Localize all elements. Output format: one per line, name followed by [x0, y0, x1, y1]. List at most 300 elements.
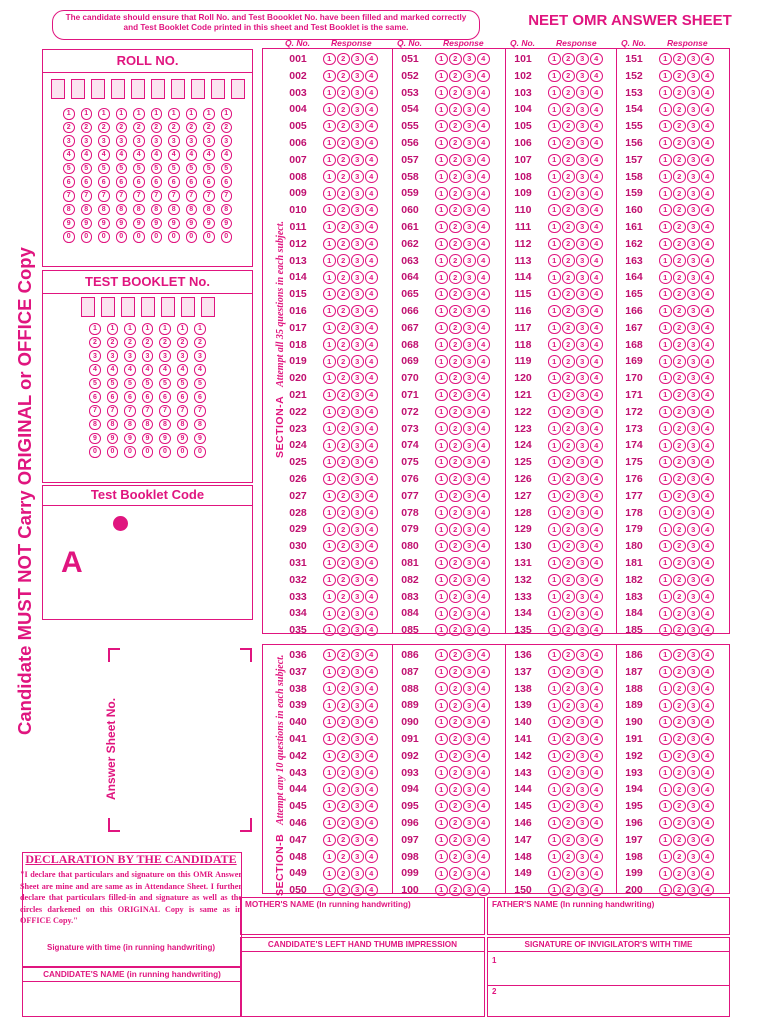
answer-bubble[interactable]: 3	[351, 70, 364, 83]
answer-bubble[interactable]: 1	[548, 439, 561, 452]
answer-bubble[interactable]: 1	[435, 439, 448, 452]
answer-bubble[interactable]: 3	[351, 389, 364, 402]
answer-bubble[interactable]: 2	[673, 733, 686, 746]
answer-bubble[interactable]: 2	[337, 473, 350, 486]
answer-bubble[interactable]: 4	[365, 733, 378, 746]
answer-bubble[interactable]: 3	[351, 254, 364, 267]
answer-bubble[interactable]: 2	[562, 187, 575, 200]
answer-bubble[interactable]: 4	[365, 649, 378, 662]
answer-bubble[interactable]: 4	[590, 666, 603, 679]
answer-bubble[interactable]: 3	[687, 338, 700, 351]
digit-bubble[interactable]: 2	[168, 122, 180, 134]
answer-bubble[interactable]: 4	[590, 557, 603, 570]
answer-bubble[interactable]: 2	[337, 557, 350, 570]
answer-bubble[interactable]: 1	[435, 338, 448, 351]
digit-bubble[interactable]: 9	[203, 218, 215, 230]
answer-bubble[interactable]: 4	[590, 800, 603, 813]
answer-bubble[interactable]: 4	[365, 817, 378, 830]
answer-bubble[interactable]: 3	[351, 305, 364, 318]
answer-bubble[interactable]: 3	[687, 699, 700, 712]
answer-bubble[interactable]: 1	[659, 322, 672, 335]
answer-bubble[interactable]: 1	[659, 338, 672, 351]
answer-bubble[interactable]: 1	[548, 254, 561, 267]
digit-bubble[interactable]: 0	[142, 446, 154, 458]
answer-bubble[interactable]: 4	[590, 305, 603, 318]
answer-bubble[interactable]: 4	[477, 288, 490, 301]
answer-bubble[interactable]: 1	[659, 406, 672, 419]
answer-bubble[interactable]: 1	[548, 103, 561, 116]
answer-bubble[interactable]: 3	[351, 355, 364, 368]
digit-bubble[interactable]: 7	[177, 405, 189, 417]
answer-bubble[interactable]: 2	[449, 557, 462, 570]
answer-bubble[interactable]: 2	[562, 288, 575, 301]
answer-bubble[interactable]: 4	[477, 716, 490, 729]
answer-bubble[interactable]: 2	[562, 699, 575, 712]
answer-bubble[interactable]: 1	[659, 305, 672, 318]
answer-bubble[interactable]: 3	[576, 867, 589, 880]
answer-bubble[interactable]: 1	[659, 70, 672, 83]
answer-bubble[interactable]: 1	[435, 817, 448, 830]
answer-bubble[interactable]: 1	[323, 355, 336, 368]
answer-bubble[interactable]: 3	[351, 506, 364, 519]
answer-bubble[interactable]: 2	[673, 288, 686, 301]
digit-bubble[interactable]: 9	[194, 433, 206, 445]
answer-bubble[interactable]: 2	[449, 389, 462, 402]
digit-bubble[interactable]: 3	[186, 135, 198, 147]
answer-bubble[interactable]: 1	[323, 271, 336, 284]
answer-bubble[interactable]: 3	[463, 800, 476, 813]
answer-bubble[interactable]: 3	[687, 850, 700, 863]
answer-bubble[interactable]: 1	[323, 867, 336, 880]
answer-bubble[interactable]: 4	[590, 338, 603, 351]
answer-bubble[interactable]: 4	[477, 783, 490, 796]
answer-bubble[interactable]: 2	[337, 590, 350, 603]
answer-bubble[interactable]: 3	[351, 884, 364, 897]
answer-bubble[interactable]: 3	[576, 733, 589, 746]
answer-bubble[interactable]: 3	[463, 649, 476, 662]
answer-bubble[interactable]: 2	[337, 850, 350, 863]
answer-bubble[interactable]: 4	[701, 355, 714, 368]
answer-bubble[interactable]: 2	[337, 338, 350, 351]
digit-bubble[interactable]: 6	[98, 176, 110, 188]
answer-bubble[interactable]: 1	[659, 766, 672, 779]
answer-bubble[interactable]: 4	[701, 456, 714, 469]
answer-bubble[interactable]: 3	[687, 372, 700, 385]
answer-bubble[interactable]: 3	[351, 766, 364, 779]
answer-bubble[interactable]: 4	[701, 53, 714, 66]
answer-bubble[interactable]: 4	[701, 817, 714, 830]
digit-bubble[interactable]: 8	[89, 419, 101, 431]
answer-bubble[interactable]: 1	[323, 666, 336, 679]
answer-bubble[interactable]: 2	[449, 154, 462, 167]
answer-bubble[interactable]: 2	[673, 137, 686, 150]
digit-bubble[interactable]: 2	[194, 337, 206, 349]
answer-bubble[interactable]: 1	[435, 86, 448, 99]
digit-bubble[interactable]: 8	[221, 204, 233, 216]
answer-bubble[interactable]: 1	[548, 170, 561, 183]
answer-bubble[interactable]: 2	[562, 850, 575, 863]
answer-bubble[interactable]: 3	[463, 70, 476, 83]
answer-bubble[interactable]: 3	[351, 338, 364, 351]
digit-bubble[interactable]: 5	[124, 378, 136, 390]
digit-bubble[interactable]: 7	[151, 190, 163, 202]
answer-bubble[interactable]: 3	[463, 783, 476, 796]
answer-bubble[interactable]: 3	[576, 540, 589, 553]
digit-bubble[interactable]: 4	[81, 149, 93, 161]
digit-bubble[interactable]: 2	[142, 337, 154, 349]
answer-bubble[interactable]: 3	[463, 372, 476, 385]
answer-bubble[interactable]: 3	[351, 716, 364, 729]
answer-bubble[interactable]: 1	[435, 154, 448, 167]
answer-bubble[interactable]: 4	[477, 800, 490, 813]
answer-bubble[interactable]: 3	[576, 574, 589, 587]
answer-bubble[interactable]: 2	[449, 53, 462, 66]
answer-bubble[interactable]: 3	[463, 254, 476, 267]
answer-bubble[interactable]: 3	[576, 338, 589, 351]
answer-bubble[interactable]: 2	[673, 422, 686, 435]
answer-bubble[interactable]: 4	[477, 86, 490, 99]
answer-bubble[interactable]: 3	[687, 557, 700, 570]
answer-bubble[interactable]: 3	[351, 867, 364, 880]
answer-bubble[interactable]: 2	[562, 473, 575, 486]
answer-bubble[interactable]: 3	[463, 221, 476, 234]
answer-bubble[interactable]: 2	[562, 557, 575, 570]
answer-bubble[interactable]: 1	[548, 422, 561, 435]
digit-bubble[interactable]: 2	[107, 337, 119, 349]
answer-bubble[interactable]: 1	[548, 137, 561, 150]
answer-bubble[interactable]: 3	[463, 389, 476, 402]
answer-bubble[interactable]: 3	[576, 523, 589, 536]
answer-bubble[interactable]: 4	[477, 574, 490, 587]
answer-bubble[interactable]: 2	[673, 800, 686, 813]
answer-bubble[interactable]: 4	[365, 506, 378, 519]
answer-bubble[interactable]: 3	[351, 699, 364, 712]
answer-bubble[interactable]: 4	[477, 271, 490, 284]
answer-bubble[interactable]: 1	[323, 137, 336, 150]
answer-bubble[interactable]: 3	[463, 506, 476, 519]
answer-bubble[interactable]: 4	[701, 716, 714, 729]
answer-bubble[interactable]: 2	[673, 305, 686, 318]
answer-bubble[interactable]: 4	[701, 850, 714, 863]
answer-bubble[interactable]: 4	[590, 254, 603, 267]
digit-bubble[interactable]: 2	[151, 122, 163, 134]
answer-bubble[interactable]: 1	[548, 322, 561, 335]
answer-bubble[interactable]: 1	[323, 305, 336, 318]
answer-bubble[interactable]: 2	[449, 850, 462, 863]
digit-bubble[interactable]: 4	[98, 149, 110, 161]
digit-bubble[interactable]: 6	[168, 176, 180, 188]
answer-bubble[interactable]: 1	[548, 238, 561, 251]
answer-bubble[interactable]: 2	[449, 170, 462, 183]
answer-bubble[interactable]: 2	[449, 523, 462, 536]
answer-bubble[interactable]: 4	[590, 817, 603, 830]
answer-bubble[interactable]: 2	[449, 506, 462, 519]
digit-entry-cell[interactable]	[71, 79, 85, 99]
digit-entry-cell[interactable]	[131, 79, 145, 99]
answer-bubble[interactable]: 2	[673, 355, 686, 368]
answer-bubble[interactable]: 3	[351, 557, 364, 570]
answer-bubble[interactable]: 2	[562, 70, 575, 83]
answer-bubble[interactable]: 3	[687, 120, 700, 133]
answer-bubble[interactable]: 4	[590, 834, 603, 847]
answer-bubble[interactable]: 2	[562, 649, 575, 662]
answer-bubble[interactable]: 3	[351, 154, 364, 167]
answer-bubble[interactable]: 1	[659, 204, 672, 217]
answer-bubble[interactable]: 2	[673, 204, 686, 217]
answer-bubble[interactable]: 4	[590, 649, 603, 662]
answer-bubble[interactable]: 4	[590, 422, 603, 435]
answer-bubble[interactable]: 3	[576, 372, 589, 385]
answer-bubble[interactable]: 2	[449, 322, 462, 335]
digit-bubble[interactable]: 0	[81, 231, 93, 243]
answer-bubble[interactable]: 2	[337, 506, 350, 519]
digit-bubble[interactable]: 1	[63, 108, 75, 120]
answer-bubble[interactable]: 2	[673, 666, 686, 679]
answer-bubble[interactable]: 2	[673, 86, 686, 99]
answer-bubble[interactable]: 2	[449, 288, 462, 301]
answer-bubble[interactable]: 1	[323, 817, 336, 830]
answer-bubble[interactable]: 2	[562, 204, 575, 217]
answer-bubble[interactable]: 1	[323, 70, 336, 83]
answer-bubble[interactable]: 4	[590, 154, 603, 167]
digit-bubble[interactable]: 4	[203, 149, 215, 161]
answer-bubble[interactable]: 2	[562, 53, 575, 66]
answer-bubble[interactable]: 4	[477, 766, 490, 779]
answer-bubble[interactable]: 4	[701, 523, 714, 536]
answer-bubble[interactable]: 4	[477, 170, 490, 183]
answer-bubble[interactable]: 1	[435, 733, 448, 746]
answer-bubble[interactable]: 4	[701, 649, 714, 662]
candidates-name-box[interactable]	[22, 967, 242, 1017]
answer-bubble[interactable]: 1	[435, 422, 448, 435]
digit-bubble[interactable]: 4	[116, 149, 128, 161]
digit-bubble[interactable]: 8	[151, 204, 163, 216]
digit-entry-cell[interactable]	[101, 297, 115, 317]
answer-bubble[interactable]: 4	[477, 506, 490, 519]
answer-bubble[interactable]: 1	[435, 624, 448, 637]
digit-bubble[interactable]: 8	[107, 419, 119, 431]
answer-bubble[interactable]: 1	[323, 649, 336, 662]
answer-bubble[interactable]: 3	[687, 574, 700, 587]
answer-bubble[interactable]: 3	[687, 170, 700, 183]
answer-bubble[interactable]: 2	[562, 389, 575, 402]
answer-bubble[interactable]: 4	[477, 221, 490, 234]
answer-bubble[interactable]: 2	[449, 473, 462, 486]
answer-bubble[interactable]: 4	[477, 355, 490, 368]
answer-bubble[interactable]: 4	[590, 238, 603, 251]
answer-bubble[interactable]: 3	[351, 103, 364, 116]
answer-bubble[interactable]: 2	[449, 456, 462, 469]
answer-bubble[interactable]: 4	[477, 523, 490, 536]
digit-bubble[interactable]: 4	[159, 364, 171, 376]
answer-bubble[interactable]: 4	[477, 624, 490, 637]
digit-bubble[interactable]: 7	[133, 190, 145, 202]
digit-bubble[interactable]: 1	[124, 323, 136, 335]
answer-bubble[interactable]: 1	[435, 540, 448, 553]
answer-bubble[interactable]: 2	[449, 783, 462, 796]
digit-bubble[interactable]: 8	[81, 204, 93, 216]
answer-bubble[interactable]: 2	[337, 372, 350, 385]
answer-bubble[interactable]: 4	[701, 682, 714, 695]
answer-bubble[interactable]: 2	[337, 439, 350, 452]
answer-bubble[interactable]: 2	[337, 733, 350, 746]
answer-bubble[interactable]: 4	[365, 154, 378, 167]
digit-bubble[interactable]: 2	[98, 122, 110, 134]
digit-bubble[interactable]: 7	[194, 405, 206, 417]
digit-bubble[interactable]: 8	[98, 204, 110, 216]
digit-bubble[interactable]: 7	[142, 405, 154, 417]
answer-bubble[interactable]: 4	[590, 750, 603, 763]
answer-bubble[interactable]: 4	[701, 540, 714, 553]
fathers-name-box[interactable]	[487, 897, 730, 935]
answer-bubble[interactable]: 2	[562, 682, 575, 695]
answer-bubble[interactable]: 3	[463, 557, 476, 570]
answer-bubble[interactable]: 1	[435, 305, 448, 318]
digit-bubble[interactable]: 9	[168, 218, 180, 230]
digit-entry-cell[interactable]	[141, 297, 155, 317]
answer-bubble[interactable]: 3	[687, 322, 700, 335]
answer-bubble[interactable]: 3	[576, 305, 589, 318]
answer-bubble[interactable]: 3	[687, 187, 700, 200]
answer-bubble[interactable]: 3	[687, 389, 700, 402]
digit-bubble[interactable]: 0	[194, 446, 206, 458]
digit-bubble[interactable]: 8	[116, 204, 128, 216]
answer-bubble[interactable]: 3	[463, 590, 476, 603]
answer-bubble[interactable]: 3	[576, 783, 589, 796]
answer-bubble[interactable]: 1	[323, 439, 336, 452]
answer-bubble[interactable]: 4	[365, 884, 378, 897]
answer-bubble[interactable]: 3	[463, 355, 476, 368]
digit-bubble[interactable]: 5	[159, 378, 171, 390]
answer-bubble[interactable]: 4	[590, 783, 603, 796]
answer-bubble[interactable]: 2	[562, 607, 575, 620]
digit-bubble[interactable]: 6	[151, 176, 163, 188]
digit-bubble[interactable]: 3	[221, 135, 233, 147]
answer-bubble[interactable]: 4	[477, 204, 490, 217]
answer-bubble[interactable]: 3	[687, 271, 700, 284]
digit-bubble[interactable]: 7	[63, 190, 75, 202]
digit-bubble[interactable]: 6	[133, 176, 145, 188]
digit-entry-cell[interactable]	[181, 297, 195, 317]
answer-bubble[interactable]: 4	[590, 867, 603, 880]
answer-bubble[interactable]: 1	[548, 473, 561, 486]
answer-bubble[interactable]: 3	[463, 750, 476, 763]
answer-bubble[interactable]: 2	[673, 103, 686, 116]
answer-bubble[interactable]: 4	[365, 322, 378, 335]
answer-bubble[interactable]: 4	[365, 204, 378, 217]
answer-bubble[interactable]: 3	[351, 238, 364, 251]
answer-bubble[interactable]: 4	[477, 750, 490, 763]
answer-bubble[interactable]: 3	[351, 834, 364, 847]
answer-bubble[interactable]: 1	[659, 53, 672, 66]
answer-bubble[interactable]: 1	[548, 716, 561, 729]
answer-bubble[interactable]: 3	[576, 649, 589, 662]
answer-bubble[interactable]: 1	[659, 103, 672, 116]
answer-bubble[interactable]: 2	[673, 850, 686, 863]
answer-bubble[interactable]: 4	[701, 574, 714, 587]
answer-bubble[interactable]: 3	[463, 120, 476, 133]
answer-bubble[interactable]: 4	[477, 154, 490, 167]
answer-bubble[interactable]: 4	[365, 70, 378, 83]
answer-bubble[interactable]: 1	[548, 372, 561, 385]
answer-bubble[interactable]: 1	[548, 884, 561, 897]
digit-bubble[interactable]: 6	[89, 391, 101, 403]
answer-bubble[interactable]: 3	[687, 607, 700, 620]
answer-bubble[interactable]: 3	[351, 456, 364, 469]
digit-bubble[interactable]: 0	[159, 446, 171, 458]
digit-bubble[interactable]: 0	[89, 446, 101, 458]
answer-bubble[interactable]: 4	[701, 557, 714, 570]
answer-bubble[interactable]: 2	[673, 766, 686, 779]
digit-bubble[interactable]: 3	[168, 135, 180, 147]
answer-bubble[interactable]: 2	[673, 238, 686, 251]
answer-bubble[interactable]: 4	[701, 422, 714, 435]
answer-bubble[interactable]: 4	[365, 834, 378, 847]
answer-bubble[interactable]: 3	[576, 850, 589, 863]
answer-bubble[interactable]: 4	[365, 699, 378, 712]
answer-bubble[interactable]: 2	[449, 884, 462, 897]
answer-bubble[interactable]: 3	[687, 540, 700, 553]
answer-bubble[interactable]: 1	[659, 288, 672, 301]
answer-bubble[interactable]: 1	[435, 783, 448, 796]
answer-bubble[interactable]: 3	[576, 473, 589, 486]
digit-bubble[interactable]: 3	[177, 350, 189, 362]
answer-bubble[interactable]: 3	[463, 338, 476, 351]
digit-bubble[interactable]: 0	[186, 231, 198, 243]
answer-bubble[interactable]: 2	[562, 322, 575, 335]
answer-bubble[interactable]: 4	[365, 338, 378, 351]
answer-bubble[interactable]: 1	[323, 238, 336, 251]
answer-bubble[interactable]: 4	[701, 506, 714, 519]
answer-bubble[interactable]: 3	[576, 53, 589, 66]
answer-bubble[interactable]: 1	[548, 867, 561, 880]
answer-bubble[interactable]: 1	[323, 800, 336, 813]
answer-bubble[interactable]: 3	[576, 699, 589, 712]
answer-bubble[interactable]: 2	[337, 456, 350, 469]
answer-bubble[interactable]: 3	[576, 800, 589, 813]
answer-bubble[interactable]: 3	[463, 137, 476, 150]
answer-bubble[interactable]: 3	[687, 834, 700, 847]
answer-bubble[interactable]: 1	[323, 170, 336, 183]
answer-bubble[interactable]: 3	[351, 53, 364, 66]
answer-bubble[interactable]: 1	[548, 120, 561, 133]
answer-bubble[interactable]: 3	[687, 766, 700, 779]
answer-bubble[interactable]: 1	[323, 850, 336, 863]
answer-bubble[interactable]: 1	[659, 716, 672, 729]
answer-bubble[interactable]: 4	[590, 322, 603, 335]
digit-bubble[interactable]: 2	[124, 337, 136, 349]
answer-bubble[interactable]: 1	[435, 120, 448, 133]
answer-bubble[interactable]: 1	[435, 716, 448, 729]
answer-bubble[interactable]: 2	[337, 271, 350, 284]
answer-bubble[interactable]: 4	[365, 800, 378, 813]
answer-bubble[interactable]: 1	[435, 473, 448, 486]
answer-bubble[interactable]: 2	[449, 590, 462, 603]
answer-bubble[interactable]: 3	[576, 238, 589, 251]
digit-bubble[interactable]: 4	[168, 149, 180, 161]
answer-bubble[interactable]: 4	[701, 70, 714, 83]
answer-bubble[interactable]: 1	[323, 574, 336, 587]
answer-bubble[interactable]: 4	[590, 355, 603, 368]
digit-bubble[interactable]: 3	[63, 135, 75, 147]
answer-bubble[interactable]: 4	[477, 733, 490, 746]
answer-bubble[interactable]: 3	[576, 120, 589, 133]
answer-bubble[interactable]: 4	[477, 540, 490, 553]
digit-bubble[interactable]: 3	[98, 135, 110, 147]
answer-bubble[interactable]: 2	[673, 53, 686, 66]
answer-bubble[interactable]: 2	[337, 86, 350, 99]
digit-entry-cell[interactable]	[81, 297, 95, 317]
